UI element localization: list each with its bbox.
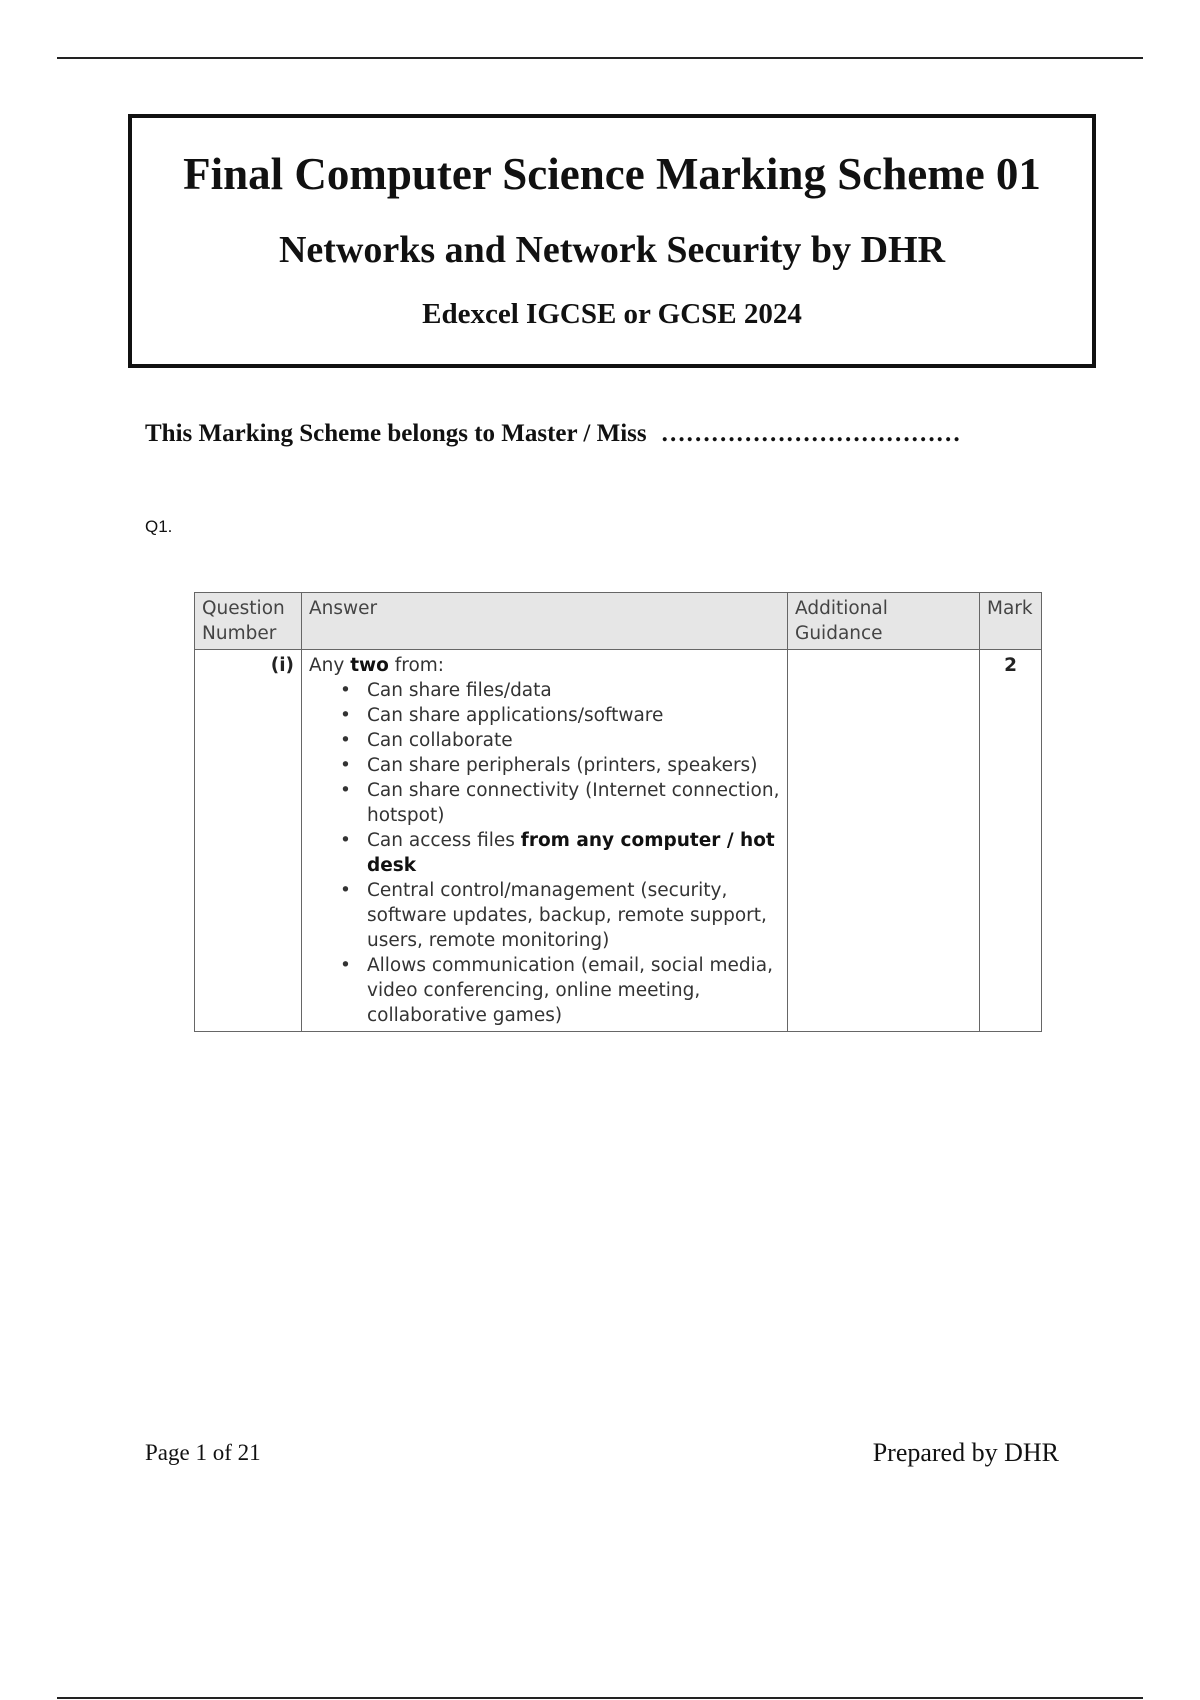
list-item: • Central control/management (security, software updates, backup, remote support, users, remote monitoring)	[367, 878, 780, 953]
mark-cell: 2	[980, 650, 1042, 1032]
title-box	[128, 114, 1096, 368]
table-header-row	[195, 593, 1042, 650]
marking-table	[194, 592, 1042, 1032]
table-row	[195, 650, 1042, 1032]
document-title: Final Computer Science Marking Scheme 01	[183, 149, 1041, 199]
list-item: • Can share files/data	[367, 678, 780, 703]
guidance-cell	[788, 650, 980, 1032]
question-label: Q1.	[145, 517, 173, 536]
list-item: • Allows communication (email, social media, video conferencing, online meeting, collaborative games)	[367, 953, 780, 1028]
list-item: • Can share applications/software	[367, 703, 780, 728]
answer-cell	[302, 650, 788, 1032]
answer-intro: Any two from:	[309, 655, 445, 676]
list-item: • Can share connectivity (Internet connection, hotspot)	[367, 778, 780, 828]
answer-intro-bold: two	[350, 655, 389, 676]
header-question-number: Question Number	[195, 593, 302, 650]
bottom-rule	[57, 1697, 1143, 1699]
header-mark: Mark	[980, 593, 1042, 650]
question-number-cell: (i)	[195, 650, 302, 1032]
bold-phrase: from any computer / hot desk	[367, 830, 775, 876]
document-subtitle: Networks and Network Security by DHR	[278, 229, 946, 271]
exam-label: Edexcel IGCSE or GCSE 2024	[422, 298, 802, 330]
answer-bullet-list	[309, 678, 780, 1028]
list-item: • Can share peripherals (printers, speakers)	[367, 753, 780, 778]
prepared-by: Prepared by DHR	[872, 1438, 1059, 1467]
owner-line	[145, 420, 1065, 448]
header-answer: Answer	[302, 593, 788, 650]
header-guidance: Additional Guidance	[788, 593, 980, 650]
owner-label: This Marking Scheme belongs to Master / Miss	[145, 420, 647, 447]
list-item: • Can collaborate	[367, 728, 780, 753]
owner-dots: ………………………………	[660, 420, 961, 447]
page-number: Page 1 of 21	[145, 1440, 261, 1465]
top-rule	[57, 57, 1143, 59]
list-item: • Can access files from any computer / hot desk	[367, 828, 780, 878]
